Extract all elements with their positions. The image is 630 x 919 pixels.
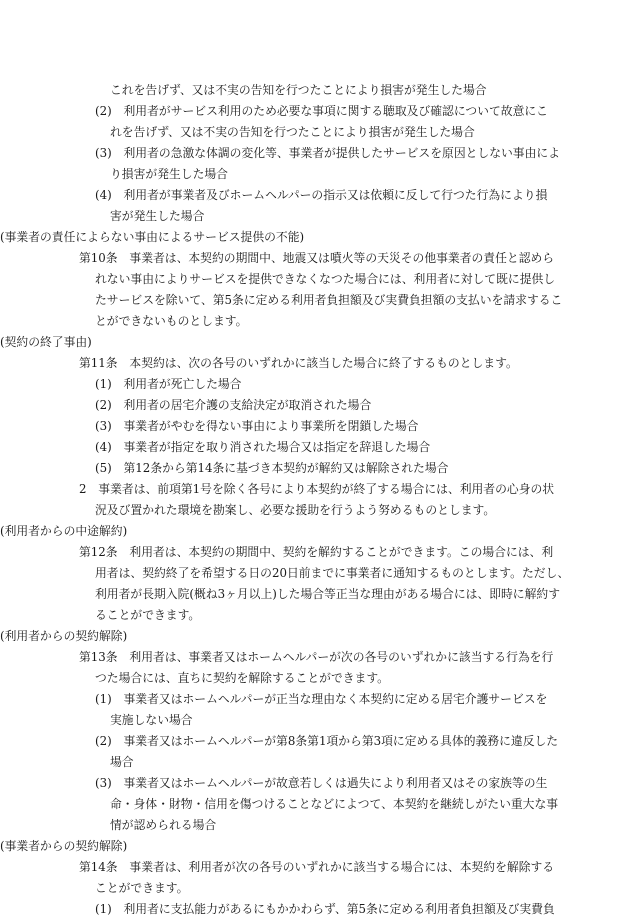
text-line: (5) 第12条から第14条に基づき本契約が解約又は解除された場合 <box>95 461 449 475</box>
text-line: (1) 利用者が死亡した場合 <box>95 377 242 391</box>
text-line: 利用者が長期入院(概ね3ヶ月以上)した場合等正当な理由がある場合には、即時に解約す <box>95 587 560 601</box>
text-line: (4) 利用者が事業者及びホームヘルパーの指示又は依頼に反して行つた行為により損 <box>95 188 548 202</box>
text-line: 第12条 利用者は、本契約の期間中、契約を解約することができます。この場合には、利 <box>79 545 554 559</box>
text-line: 第10条 事業者は、本契約の期間中、地震又は噴火等の天災その他事業者の責任と認めら <box>79 251 555 265</box>
text-line: 命・身体・財物・信用を傷つけることなどによつて、本契約を継続しがたい重大な事 <box>110 797 559 811</box>
text-line: 2 事業者は、前項第1号を除く各号により本契約が終了する場合には、利用者の心身の状 <box>79 482 555 496</box>
section-heading: (事業者からの契約解除) <box>0 839 128 853</box>
text-line: 第13条 利用者は、事業者又はホームヘルパーが次の各号のいずれかに該当する行為を行 <box>79 650 554 664</box>
text-line: (4) 事業者が指定を取り消された場合又は指定を辞退した場合 <box>95 440 431 454</box>
text-line: り損害が発生した場合 <box>110 167 228 181</box>
text-line: 情が認められる場合 <box>110 818 217 832</box>
text-line: (1) 利用者に支払能力があるにもかかわらず、第5条に定める利用者負担額及び実費負 <box>95 902 555 916</box>
text-line: 第14条 事業者は、利用者が次の各号のいずれかに該当する場合には、本契約を解除する <box>79 860 555 874</box>
section-heading: (事業者の責任によらない事由によるサービス提供の不能) <box>0 230 305 244</box>
text-line: 用者は、契約終了を希望する日の20日前までに事業者に通知するものとします。ただし、 <box>95 566 570 580</box>
text-line: とができないものとします。 <box>95 314 248 328</box>
text-line: (2) 利用者がサービス利用のため必要な事項に関する聴取及び確認について故意にこ <box>95 104 548 118</box>
text-line: (3) 利用者の急激な体調の変化等、事業者が提供したサービスを原因としない事由によ <box>95 146 560 160</box>
text-line: ることができます。 <box>95 608 201 622</box>
text-line: 第11条 本契約は、次の各号のいずれかに該当した場合に終了するものとします。 <box>79 356 518 370</box>
text-line: ことができます。 <box>95 881 189 895</box>
text-line: (2) 事業者又はホームヘルパーが第8条第1項から第3項に定める具体的義務に違反した <box>95 734 559 748</box>
text-line: 場合 <box>110 755 134 769</box>
text-line: 害が発生した場合 <box>110 209 205 223</box>
section-heading: (契約の終了事由) <box>0 335 92 349</box>
text-line: 実施しない場合 <box>110 713 193 727</box>
text-line: たサービスを除いて、第5条に定める利用者負担額及び実費負担額の支払いを請求するこ <box>95 293 563 307</box>
text-line: 況及び置かれた環境を勘案し、必要な援助を行うよう努めるものとします。 <box>95 503 496 517</box>
text-line: (2) 利用者の居宅介護の支給決定が取消された場合 <box>95 398 372 412</box>
text-line: れない事由によりサービスを提供できなくなつた場合には、利用者に対して既に提供し <box>95 272 556 286</box>
text-line: つた場合には、直ちに契約を解除することができます。 <box>95 671 389 685</box>
text-line: (1) 事業者又はホームヘルパーが正当な理由なく本契約に定める居宅介護サービスを <box>95 692 548 706</box>
text-line: れを告げず、又は不実の告知を行つたことにより損害が発生した場合 <box>110 125 475 139</box>
text-line: (3) 事業者又はホームヘルパーが故意若しくは過失により利用者又はその家族等の生 <box>95 776 548 790</box>
text-line: これを告げず、又は不実の告知を行つたことにより損害が発生した場合 <box>110 83 487 97</box>
text-line: (3) 事業者がやむを得ない事由により事業所を閉鎖した場合 <box>95 419 419 433</box>
section-heading: (利用者からの中途解約) <box>0 524 128 538</box>
section-heading: (利用者からの契約解除) <box>0 629 128 643</box>
